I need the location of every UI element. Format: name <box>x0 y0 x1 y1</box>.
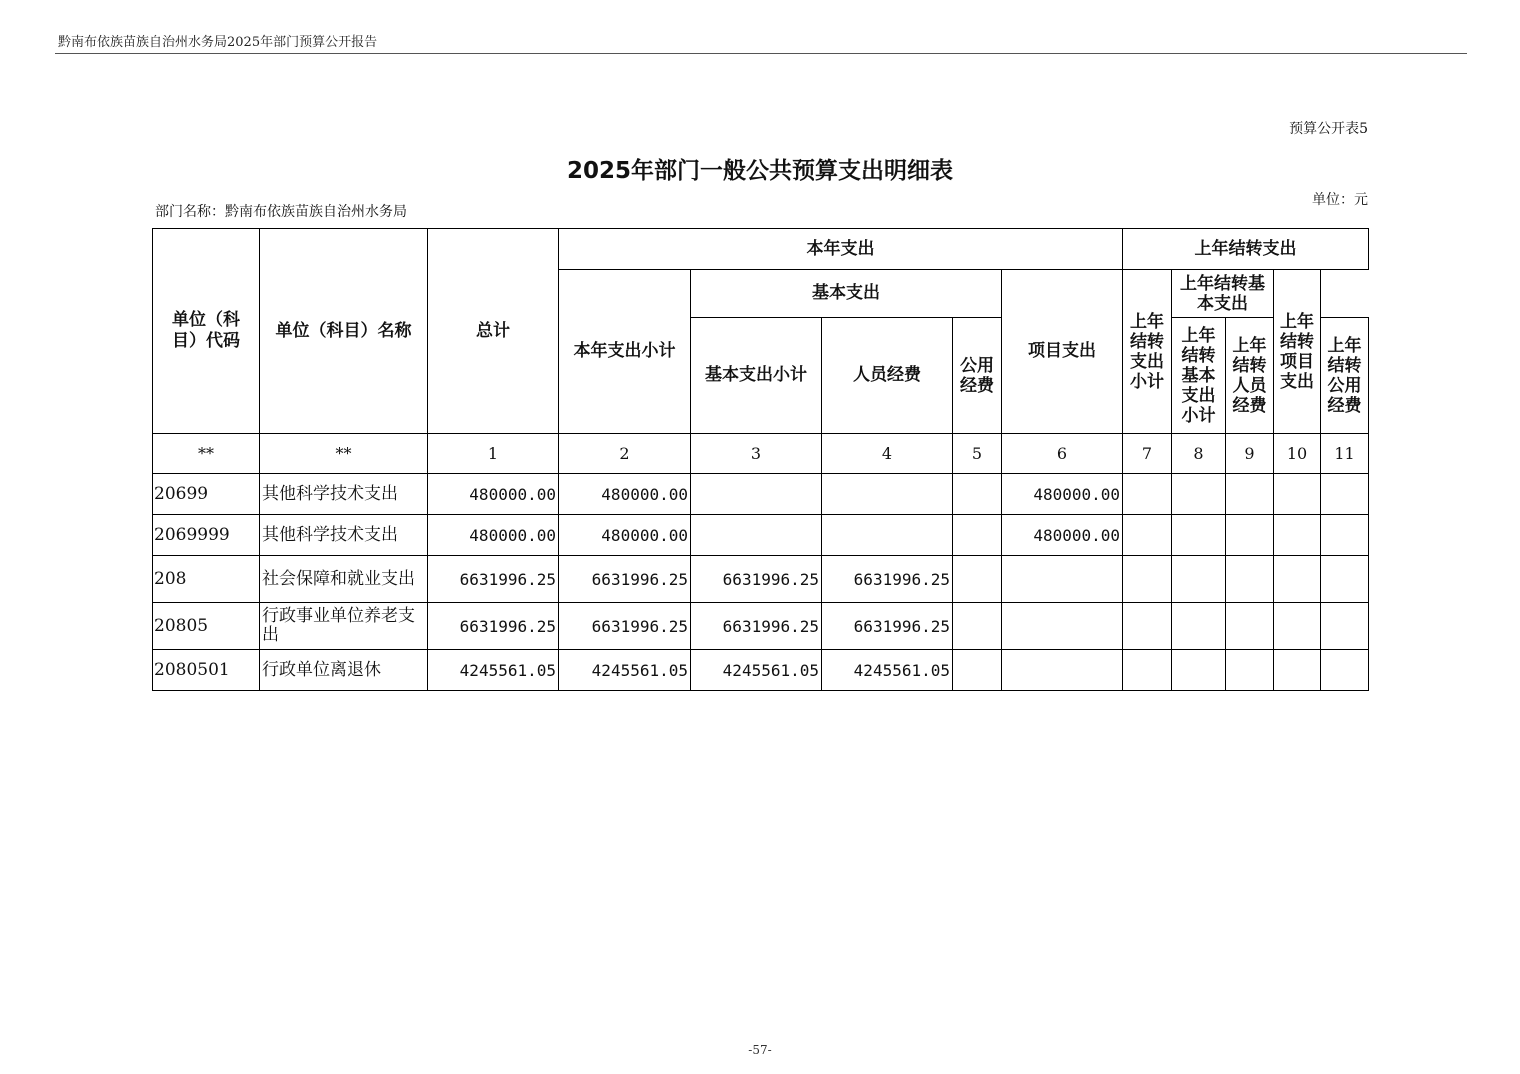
page-title: 2025年部门一般公共预算支出明细表 <box>566 158 953 184</box>
prior-cell <box>1321 515 1369 556</box>
current-subtotal-cell: 480000.00 <box>559 515 691 556</box>
prior-cell <box>1226 650 1274 691</box>
header-basic-subtotal: 基本支出小计 <box>691 318 822 434</box>
header-current-year: 本年支出 <box>559 229 1123 270</box>
header-rule <box>55 53 1467 54</box>
project-cell <box>1002 650 1123 691</box>
personnel-cell: 4245561.05 <box>822 650 953 691</box>
header-personnel: 人员经费 <box>822 318 953 434</box>
header-prior-year: 上年结转支出 <box>1123 229 1369 270</box>
total-cell: 6631996.25 <box>428 556 559 603</box>
personnel-cell <box>822 474 953 515</box>
public-cell <box>953 515 1002 556</box>
code-cell: 20699 <box>153 474 260 515</box>
current-subtotal-cell: 6631996.25 <box>559 556 691 603</box>
current-subtotal-cell: 4245561.05 <box>559 650 691 691</box>
project-cell <box>1002 603 1123 650</box>
basic-subtotal-cell <box>691 515 822 556</box>
prior-cell <box>1321 474 1369 515</box>
code-cell: 2069999 <box>153 515 260 556</box>
header-project: 项目支出 <box>1002 270 1123 434</box>
prior-cell <box>1226 515 1274 556</box>
table-row <box>153 650 1369 691</box>
header-basic: 基本支出 <box>691 270 1002 318</box>
code-cell: 20805 <box>153 603 260 650</box>
public-cell <box>953 556 1002 603</box>
index-cell: ** <box>153 434 260 474</box>
personnel-cell: 6631996.25 <box>822 603 953 650</box>
prior-cell <box>1123 515 1172 556</box>
basic-subtotal-cell <box>691 474 822 515</box>
prior-cell <box>1172 603 1226 650</box>
prior-cell <box>1172 556 1226 603</box>
name-cell: 其他科学技术支出 <box>260 474 428 515</box>
total-cell: 480000.00 <box>428 515 559 556</box>
code-cell: 208 <box>153 556 260 603</box>
name-cell: 社会保障和就业支出 <box>260 556 428 603</box>
prior-cell <box>1123 650 1172 691</box>
index-cell: 5 <box>953 434 1002 474</box>
page-number: -57- <box>748 1043 772 1057</box>
index-cell: 10 <box>1274 434 1321 474</box>
header-name: 单位（科目）名称 <box>260 229 428 434</box>
basic-subtotal-cell: 6631996.25 <box>691 603 822 650</box>
total-cell: 480000.00 <box>428 474 559 515</box>
name-cell: 行政单位离退休 <box>260 650 428 691</box>
prior-cell <box>1226 556 1274 603</box>
prior-cell <box>1123 474 1172 515</box>
prior-cell <box>1321 603 1369 650</box>
header-prior-project: 上年结转项目支出 <box>1274 270 1321 434</box>
total-cell: 6631996.25 <box>428 603 559 650</box>
budget-detail-table <box>152 228 1369 691</box>
index-cell: 11 <box>1321 434 1369 474</box>
header-total: 总计 <box>428 229 559 434</box>
prior-cell <box>1226 603 1274 650</box>
running-header: 黔南布依族苗族自治州水务局2025年部门预算公开报告 <box>58 35 378 50</box>
header-code: 单位（科目）代码 <box>153 229 260 434</box>
name-cell: 其他科学技术支出 <box>260 515 428 556</box>
header-prior-basic: 上年结转基本支出 <box>1172 270 1274 318</box>
header-prior-subtotal: 上年结转支出小计 <box>1123 270 1172 434</box>
index-cell: 7 <box>1123 434 1172 474</box>
prior-cell <box>1226 474 1274 515</box>
table-row <box>153 474 1369 515</box>
prior-cell <box>1172 474 1226 515</box>
public-cell <box>953 474 1002 515</box>
personnel-cell <box>822 515 953 556</box>
unit-label: 单位：元 <box>1312 192 1368 208</box>
header-public: 公用经费 <box>953 318 1002 434</box>
index-cell: 4 <box>822 434 953 474</box>
prior-cell <box>1123 556 1172 603</box>
form-number: 预算公开表5 <box>1289 121 1368 137</box>
prior-cell <box>1274 515 1321 556</box>
public-cell <box>953 603 1002 650</box>
name-cell: 行政事业单位养老支出 <box>260 603 428 650</box>
total-cell: 4245561.05 <box>428 650 559 691</box>
header-prior-basic-subtotal: 上年结转基本支出小计 <box>1172 318 1226 434</box>
index-cell: 8 <box>1172 434 1226 474</box>
index-cell: 1 <box>428 434 559 474</box>
index-cell: 6 <box>1002 434 1123 474</box>
prior-cell <box>1274 474 1321 515</box>
project-cell <box>1002 556 1123 603</box>
prior-cell <box>1274 556 1321 603</box>
prior-cell <box>1274 650 1321 691</box>
header-prior-public: 上年结转公用经费 <box>1321 318 1369 434</box>
current-subtotal-cell: 6631996.25 <box>559 603 691 650</box>
header-prior-personnel: 上年结转人员经费 <box>1226 318 1274 434</box>
code-cell: 2080501 <box>153 650 260 691</box>
prior-cell <box>1274 603 1321 650</box>
prior-cell <box>1321 556 1369 603</box>
table-row <box>153 556 1369 603</box>
table-row <box>153 515 1369 556</box>
index-cell: 2 <box>559 434 691 474</box>
project-cell: 480000.00 <box>1002 515 1123 556</box>
personnel-cell: 6631996.25 <box>822 556 953 603</box>
prior-cell <box>1172 515 1226 556</box>
public-cell <box>953 650 1002 691</box>
basic-subtotal-cell: 6631996.25 <box>691 556 822 603</box>
index-cell: 3 <box>691 434 822 474</box>
header-current-subtotal: 本年支出小计 <box>559 270 691 434</box>
project-cell: 480000.00 <box>1002 474 1123 515</box>
index-row <box>153 434 1369 474</box>
prior-cell <box>1321 650 1369 691</box>
basic-subtotal-cell: 4245561.05 <box>691 650 822 691</box>
department-name: 部门名称：黔南布依族苗族自治州水务局 <box>155 204 407 220</box>
prior-cell <box>1172 650 1226 691</box>
prior-cell <box>1123 603 1172 650</box>
index-cell: 9 <box>1226 434 1274 474</box>
index-cell: ** <box>260 434 428 474</box>
table-row <box>153 603 1369 650</box>
current-subtotal-cell: 480000.00 <box>559 474 691 515</box>
